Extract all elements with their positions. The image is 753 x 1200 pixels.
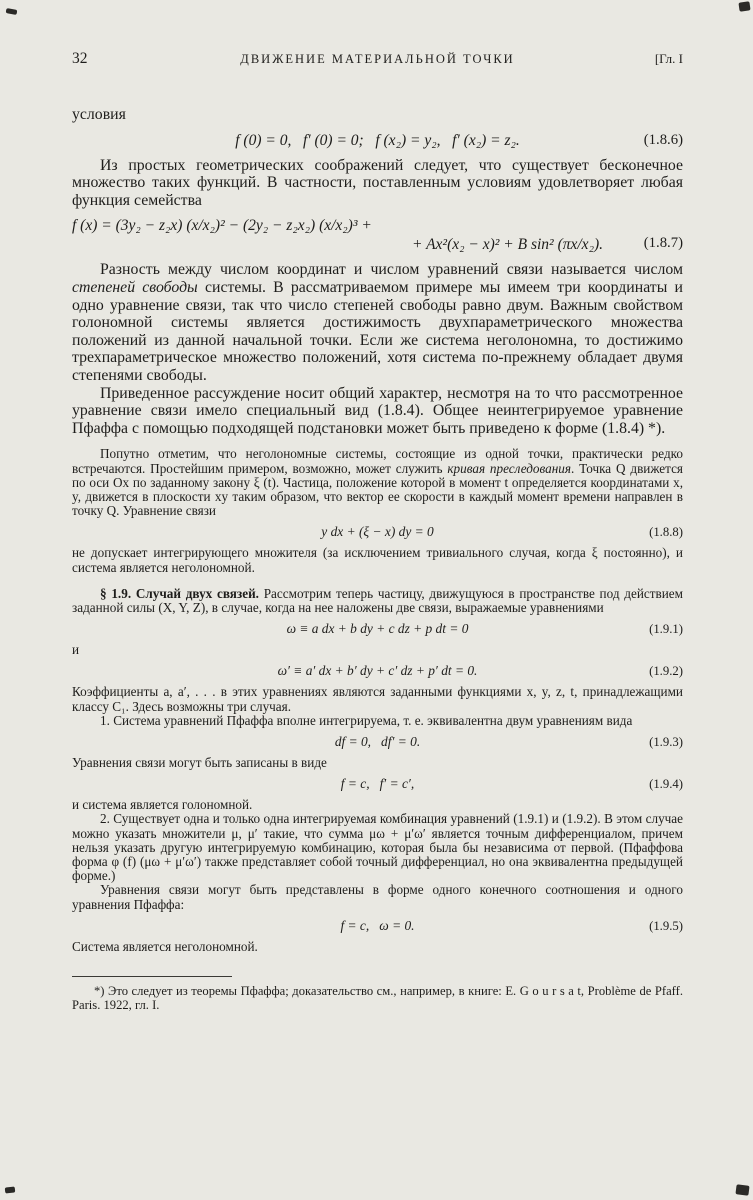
equation-number: (1.8.8) [649,525,683,540]
equation-number: (1.9.4) [649,777,683,792]
equation-1-9-4 [72,776,683,792]
equation-1-9-3 [72,734,683,750]
equation-line-1: f (x) = (3y₂ − z₂x) (x/x₂)² − (2y₂ − z₂x₂) (x/x₂)³ + [72,217,372,235]
equation-body: f = c, ω = 0. [340,917,415,933]
paragraph-predstavleny: Уравнения связи могут быть представлены в форме одного конечного соотношения и одного уравнения Пфаффа: [72,882,683,912]
equation-1-9-1 [72,621,683,637]
paragraph-usloviya: условия [72,106,126,123]
equation-1-9-2 [72,663,683,679]
footnote-block [72,976,683,1012]
chapter-ref: [Гл. I [654,51,683,66]
italic-term-krivaya-presledovaniya: кривая преследования [447,460,572,476]
footnote-text: *) Это следует из теоремы Пфаффа; доказательство см., например, в книге: E. G o u r s a t, Problème de Pfaff. Paris. 1922, гл. I. [72,983,683,1012]
page-header [72,50,683,68]
equation-number: (1.9.2) [649,664,683,679]
equation-body: y dx + (ξ − x) dy = 0 [321,524,434,540]
equation-number: (1.9.1) [649,622,683,637]
petit-block-pursuit-curve [72,447,683,574]
scan-artifact-bottom-right [735,1184,749,1196]
paragraph-section-1-9 [72,587,683,615]
scan-artifact-bottom-left [5,1186,16,1193]
equation-number: (1.9.5) [649,918,683,933]
paragraph-part: Рассмотрим теперь частицу, движущуюся в пространстве под действием заданной силы (X, Y, Z), в случае, когда на нее наложены две связи, выражаемые уравнениями [72,585,683,615]
paragraph-ne-dopuskaet: не допускает интегрирующего множителя (за исключением тривиального случая, когда ξ постоянно), и система является неголономной. [72,545,683,575]
equation-1-8-8 [72,524,683,540]
petit-block-section-1-9 [72,587,683,954]
italic-term-stepeni-svobody: степеней свободы [72,278,198,296]
equation-body: ω ≡ a dx + b dy + c dz + p dt = 0 [286,621,469,637]
paragraph-iz-prostykh: Из простых геометрических соображений следует, что существует бесконечное множество таких функций. В частности, поставленным условиям удовлетворяет любая функция семейства [72,156,683,209]
paragraph-part: Разность между числом координат и числом уравнений связи называется числом [100,261,683,279]
page-number: 32 [72,50,88,67]
equation-body: ω′ ≡ a′ dx + b′ dy + c′ dz + p′ dt = 0. [277,663,478,679]
paragraph-privedennoe: Приведенное рассуждение носит общий характер, несмотря на то что рассмотренное уравнение связи имело специальный вид (1.8.4). Общее неинтегрируемое уравнение Пфаффа с помощью подходящей подстановки может быть приведено к форме (1.8.4) *). [72,384,683,437]
equation-number: (1.8.7) [643,235,683,252]
equation-body: f (0) = 0, f′ (0) = 0; f (x₂) = y₂, f′ (x₂) = z₂. [235,131,520,149]
equation-body: df = 0, df′ = 0. [334,733,421,749]
paragraph-case-1: 1. Система уравнений Пфаффа вполне интегрируема, т. е. эквивалентна двум уравнениям вида [100,712,633,728]
paragraph-part: . Точка Q движется по оси Ox по заданному закону ξ (t). Частица, положение которой в момент t определяется координатами x, y, движется в плоскости xy таким образом, что вектор ее скорости в каждый момент времени направлен в точку Q. Уравнение связи [72,460,683,519]
paragraph-poputno [72,447,683,518]
equation-line-2: + Ax²(x₂ − x)² + B sin² (πx/x₂). [412,236,603,254]
footnote-rule [72,976,232,977]
paragraph-koefficienty: Коэффициенты a, a′, . . . в этих уравнениях являются заданными функциями x, y, z, t, принадлежащими классу C₁. Здесь возможны три случая. [72,684,683,714]
scan-artifact-top-right [738,1,750,11]
paragraph-golonomnoy: и система является голономной. [72,797,253,813]
paragraph-zapisany: Уравнения связи могут быть записаны в виде [72,754,327,770]
equation-body: f = c, f′ = c′, [340,776,415,792]
equation-1-8-6 [72,131,683,150]
paragraph-part: Попутно отметим, что неголономные системы, состоящие из одной точки, практически редко встречаются. Простейшим примером, возможно, может служить [72,446,683,476]
equation-1-9-5 [72,918,683,934]
running-title: ДВИЖЕНИЕ МАТЕРИАЛЬНОЙ ТОЧКИ [240,52,515,66]
equation-number: (1.8.6) [643,131,683,148]
equation-1-8-7 [72,216,683,254]
paragraph-part: системы. В рассматриваемом примере мы имеем три координаты и одно уравнение связи, так что число степеней свободы равно двум. Важным свойством голономной системы является достижимость двухпараметрического множества положений из данной начальной точки. Если же система неголономна, то достижимо трехпараметрическое множество положений, хотя система по-прежнему обладает двумя степенями свободы. [72,278,683,384]
connector-i: и [72,642,80,658]
paragraph-negolonomnoy: Система является неголономной. [72,938,258,954]
paragraph-case-2: 2. Существует одна и только одна интегрируемая комбинация уравнений (1.9.1) и (1.9.2). В этом случае можно указать множители μ, μ′ такие, что сумма μω + μ′ω′ является точным дифференциалом, причем нельзя указать другую интегрируемую комбинацию, которая была бы независима от первой. (Пфаффова форма φ (f) (μω + μ′ω′) также представляет собой точный дифференциал, но она эквивалентна предыдущей форме.) [72,811,683,884]
paragraph-raznost [72,261,683,384]
section-heading: § 1.9. Случай двух связей. [100,585,259,601]
equation-number: (1.9.3) [649,734,683,749]
